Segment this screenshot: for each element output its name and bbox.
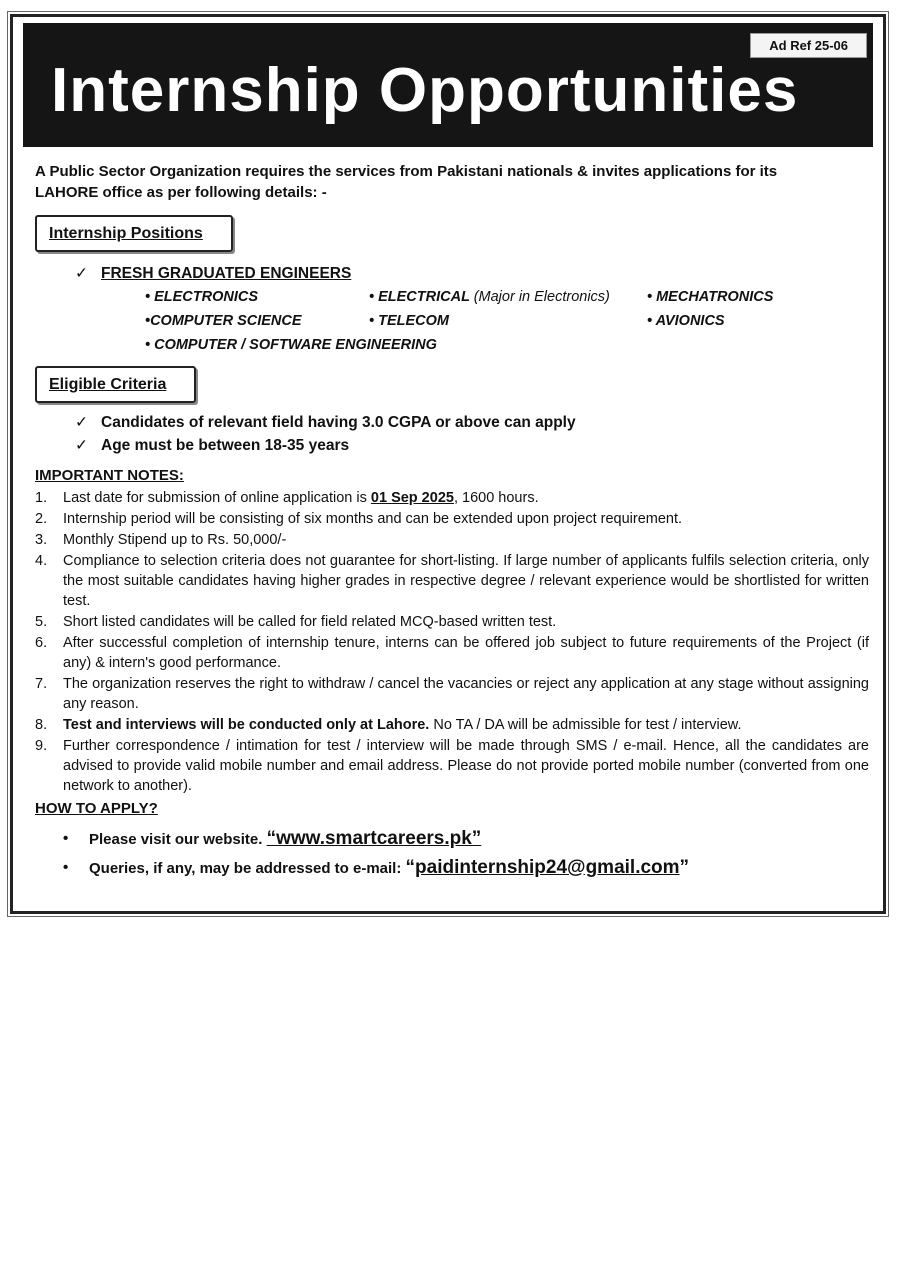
position-mechatronics: • MECHATRONICS bbox=[647, 289, 774, 305]
positions-list bbox=[75, 262, 869, 285]
note-item: 1. Last date for submission of online application is 01 Sep 2025, 1600 hours. bbox=[35, 490, 539, 506]
header-banner bbox=[23, 23, 873, 147]
email-link[interactable]: paidinternship24@gmail.com bbox=[415, 857, 680, 878]
criteria-heading: Eligible Criteria bbox=[35, 366, 196, 403]
positions-heading: Internship Positions bbox=[35, 215, 233, 252]
note-item: 3. Monthly Stipend up to Rs. 50,000/- bbox=[35, 532, 287, 548]
position-electrical-note: (Major in Electronics) bbox=[473, 289, 610, 305]
note-item: 8. Test and interviews will be conducted only at Lahore. No TA / DA will be admissible for test / interview. bbox=[35, 717, 742, 733]
list-item: • Please visit our website. “www.smartcareers.pk” bbox=[63, 825, 869, 854]
ad-body bbox=[35, 161, 869, 883]
checkmark-icon: ✓ bbox=[75, 265, 88, 282]
position-software-engineering: • COMPUTER / SOFTWARE ENGINEERING bbox=[145, 337, 437, 353]
advertisement-frame bbox=[10, 14, 886, 914]
page-title: Internship Opportunities bbox=[51, 56, 799, 125]
position-electronics: • ELECTRONICS bbox=[145, 289, 259, 305]
ad-reference: Ad Ref 25-06 bbox=[750, 33, 867, 58]
apply-heading: HOW TO APPLY? bbox=[35, 800, 158, 817]
position-avionics: • AVIONICS bbox=[647, 313, 725, 329]
bullet-icon: • bbox=[63, 859, 69, 876]
list-item: • Queries, if any, may be addressed to e-mail: “paidinternship24@gmail.com” bbox=[63, 854, 869, 883]
list-item bbox=[75, 262, 869, 285]
checkmark-icon: ✓ bbox=[75, 414, 88, 431]
checkmark-icon: ✓ bbox=[75, 437, 88, 454]
intro-text: A Public Sector Organization requires the services from Pakistani nationals & invites applications for its LAHORE office as per following details: - bbox=[35, 163, 778, 201]
criteria-list bbox=[75, 411, 869, 457]
position-computer-science: •COMPUTER SCIENCE bbox=[145, 313, 302, 329]
list-item: ✓ Candidates of relevant field having 3.0 CGPA or above can apply bbox=[75, 411, 869, 434]
list-item: ✓ Age must be between 18-35 years bbox=[75, 434, 869, 457]
deadline-date: 01 Sep 2025 bbox=[370, 490, 454, 506]
position-telecom: • TELECOM bbox=[369, 313, 449, 329]
note-item: 5. Short listed candidates will be called for field related MCQ-based written test. bbox=[35, 614, 557, 630]
positions-grid bbox=[145, 287, 869, 356]
note-item: 7. The organization reserves the right to withdraw / cancel the vacancies or reject any application at any stage without assigning any reason. bbox=[35, 676, 869, 712]
bullet-icon: • bbox=[63, 830, 69, 847]
note-item: 4. Compliance to selection criteria does not guarantee for short-listing. If large number of applicants fulfils selection criteria, only the most suitable candidates having higher grades in respective degree / relevant experience would be shortlisted for written test. bbox=[35, 553, 869, 609]
note-item: 2. Internship period will be consisting of six months and can be extended upon project requirement. bbox=[35, 511, 683, 527]
note-item: 6. After successful completion of internship tenure, interns can be offered job subject to future requirements of the Project (if any) & intern's good performance. bbox=[35, 635, 869, 671]
notes-list bbox=[35, 488, 869, 796]
notes-heading: IMPORTANT NOTES: bbox=[35, 467, 184, 484]
position-category: FRESH GRADUATED ENGINEERS bbox=[101, 265, 352, 282]
position-electrical: • ELECTRICAL (Major in Electronics) bbox=[369, 289, 610, 305]
website-link[interactable]: “www.smartcareers.pk” bbox=[266, 828, 482, 849]
note-item: 9. Further correspondence / intimation for test / interview will be made through SMS / e-mail. Hence, all the candidates are advised to provide valid mobile number and email address. Please do not provide ported mobile number (converted from one network to another). bbox=[35, 738, 869, 794]
apply-list bbox=[63, 825, 869, 883]
